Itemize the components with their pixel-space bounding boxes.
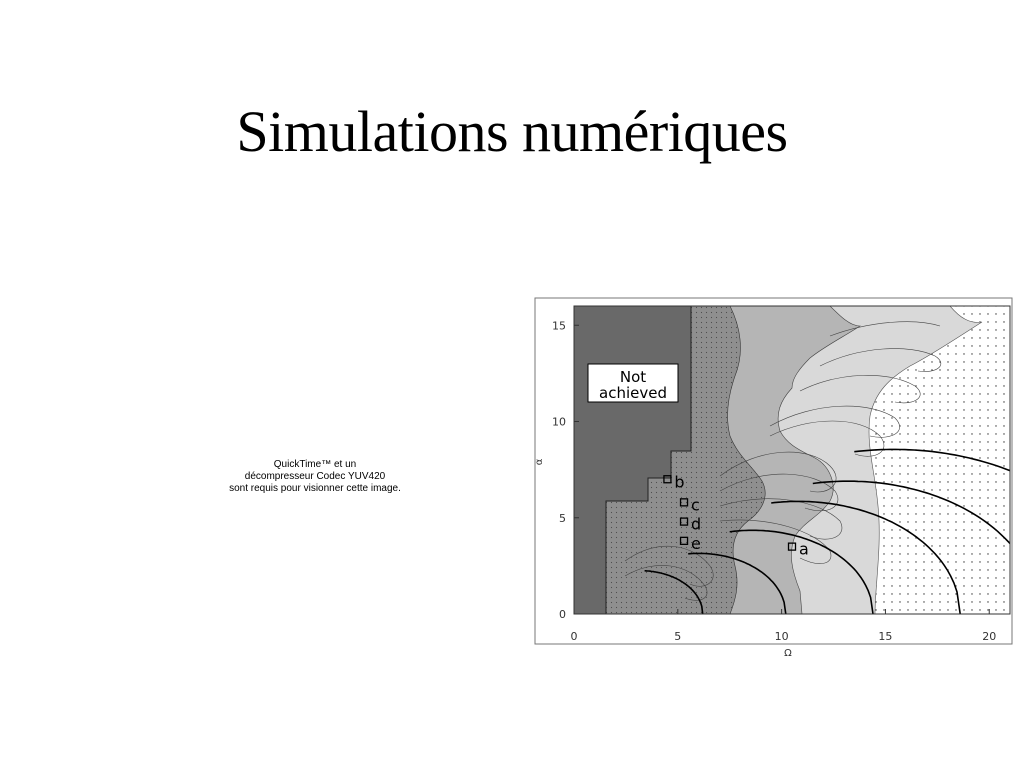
y-axis-label: α [534, 458, 545, 466]
y-tick-label-3: 15 [552, 319, 566, 333]
x-tick-label-3: 15 [878, 630, 893, 643]
not-achieved-label-line1: Not [619, 368, 647, 386]
x-tick-label-0: 0 [570, 630, 578, 643]
point-label-a: a [799, 539, 809, 559]
y-tick-label-2: 10 [552, 415, 566, 429]
quicktime-placeholder-line3: sont requis pour visionner cette image. [229, 483, 401, 494]
phase-diagram-svg [530, 296, 1014, 662]
y-tick-label-0: 0 [559, 608, 566, 621]
x-tick-label-4: 20 [982, 630, 997, 643]
x-tick-label-2: 10 [774, 630, 789, 643]
phase-diagram-figure [530, 296, 1014, 662]
point-label-d: d [691, 514, 702, 534]
quicktime-placeholder-line2: décompresseur Codec YUV420 [244, 471, 386, 482]
slide-title: Simulations numériques [236, 99, 788, 164]
x-tick-label-1: 5 [674, 630, 682, 643]
quicktime-placeholder-line1: QuickTime™ et un [273, 459, 357, 470]
not-achieved-label-line2: achieved [599, 384, 667, 402]
quicktime-placeholder [205, 459, 425, 495]
not-achieved-label [588, 364, 678, 402]
y-tick-label-1: 5 [559, 511, 566, 525]
point-label-c: c [691, 495, 700, 515]
point-label-e: e [691, 533, 701, 553]
point-label-b: b [674, 472, 685, 492]
plot-area [574, 306, 1014, 614]
x-axis-label: Ω [784, 648, 792, 659]
